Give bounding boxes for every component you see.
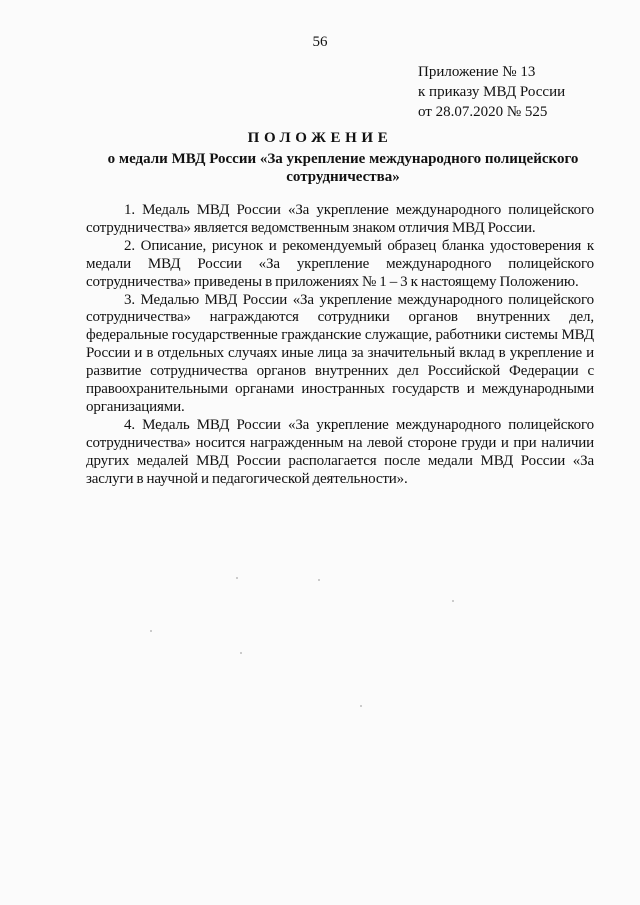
appendix-header [418,62,565,122]
document-body [86,202,594,489]
scan-artifact [236,577,238,579]
appendix-order-date: от 28.07.2020 № 525 [418,104,548,120]
scan-artifact [318,579,320,581]
scan-artifact [240,652,242,654]
document-title: ПОЛОЖЕНИЕ [247,130,393,146]
scan-artifact [150,630,152,632]
paragraph-3: 3. Медалью МВД России «За укрепление международного полицейского сотрудничества» награждаются сотрудники органов внутренних дел, федеральные государственные гражданские служащие, работники системы МВД России и в отдельных случаях иные лица за значительный вклад в укрепление и развитие сотрудничества органов внутренних дел Российской Федерации с правоохранительными органами иностранных государств и международными организациями. [86,291,594,415]
scan-artifact [360,705,362,707]
paragraph-4: 4. Медаль МВД России «За укрепление международного полицейского сотрудничества» носится награжденным на левой стороне груди и при наличии других медалей МВД России располагается после медали МВД России «За заслуги в научной и педагогической деятельности». [86,416,594,487]
appendix-number: Приложение № 13 [418,64,536,80]
appendix-order-ref: к приказу МВД России [418,84,566,100]
paragraph-2: 2. Описание, рисунок и рекомендуемый образец бланка удостоверения к медали МВД России «За укрепление международного полицейского сотрудничества» приведены в приложениях № 1 – 3 к настоящему Положению. [86,237,594,290]
scan-artifact [452,600,454,602]
document-subtitle: о медали МВД России «За укрепление международного полицейского сотрудничества» [107,151,579,185]
page-number: 56 [312,34,328,50]
paragraph-1: 1. Медаль МВД России «За укрепление международного полицейского сотрудничества» является ведомственным знаком отличия МВД России. [86,202,594,236]
